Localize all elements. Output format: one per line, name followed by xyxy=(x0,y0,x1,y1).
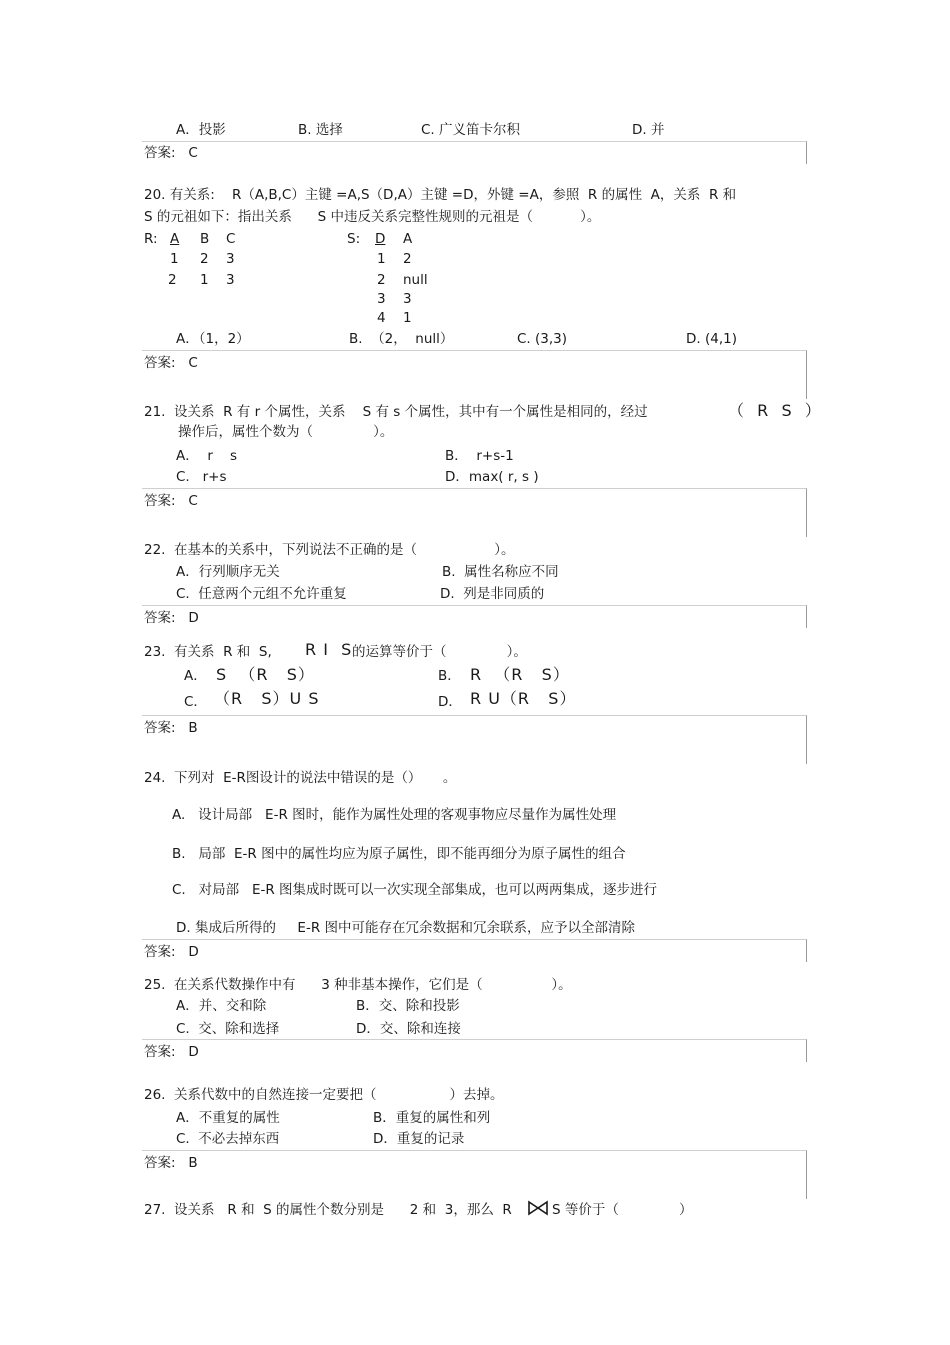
answer-box xyxy=(142,1039,807,1062)
relation-r-cell: 2 xyxy=(200,251,209,267)
answer-box xyxy=(142,605,807,628)
relational-operator: （ R S ） xyxy=(728,401,822,420)
answer-text: 答案: C xyxy=(144,355,198,371)
relation-r-cell: 3 xyxy=(226,272,235,288)
relation-s-cell: 3 xyxy=(403,291,412,307)
relation-s-cell: 4 xyxy=(377,310,386,326)
question-20-stem: 20. 有关系: R（A,B,C）主键 =A,S（D,A）主键 =D，外键 =A，参照 R 的属性 A，关系 R 和 xyxy=(144,187,737,203)
question-23-stem: 23. 有关系 R 和 S, xyxy=(144,644,272,660)
option-b: B．重复的属性和列 xyxy=(373,1110,491,1126)
question-24-stem: 24. 下列对 E-R图设计的说法中错误的是（） 。 xyxy=(144,770,457,786)
option-d: D．交、除和连接 xyxy=(356,1021,461,1037)
relation-r-header: B xyxy=(200,231,210,247)
question-23-stem-cont: 的运算等价于（ ）。 xyxy=(352,644,527,660)
option-d: D．重复的记录 xyxy=(373,1131,465,1147)
option-a-label: A． xyxy=(184,668,207,684)
question-26-stem: 26. 关系代数中的自然连接一定要把（ ）去掉。 xyxy=(144,1087,504,1103)
answer-box xyxy=(142,939,807,962)
question-21-stem: 21. 设关系 R 有 r 个属性，关系 S 有 s 个属性，其中有一个属性是相同的，经过 xyxy=(144,404,648,420)
option-b: B. （2， null） xyxy=(349,331,454,347)
relation-r-label: R: xyxy=(144,231,158,247)
question-21-stem-cont: 操作后，属性个数为（ ）。 xyxy=(178,424,394,440)
answer-text: 答案: C xyxy=(144,493,198,509)
answer-text: 答案: B xyxy=(144,720,198,736)
relation-s-header: D xyxy=(375,231,386,247)
answer-box xyxy=(142,1150,807,1199)
option-b: B. 局部 E-R 图中的属性均应为原子属性，即不能再细分为原子属性的组合 xyxy=(172,846,626,862)
answer-box xyxy=(142,488,807,537)
relation-s-cell: 1 xyxy=(377,251,386,267)
relation-r-cell: 1 xyxy=(200,272,209,288)
option-b: B. 选择 xyxy=(298,122,343,138)
option-c: C. 广义笛卡尔积 xyxy=(421,122,521,138)
answer-text: 答案: B xyxy=(144,1155,198,1171)
option-c: C. r+s xyxy=(176,469,227,485)
option-c: C. 不必去掉东西 xyxy=(176,1131,280,1147)
option-d: D．max( r, s ) xyxy=(445,469,539,485)
option-b: B. 属性名称应不同 xyxy=(442,564,559,580)
option-a: A．不重复的属性 xyxy=(176,1110,280,1126)
question-27-stem-cont: S 等价于（ ） xyxy=(552,1202,693,1218)
option-c: C. 对局部 E-R 图集成时既可以一次实现全部集成，也可以两两集成，逐步进行 xyxy=(172,882,658,898)
option-c-label: C． xyxy=(184,694,207,710)
question-27-stem: 27. 设关系 R 和 S 的属性个数分别是 2 和 3，那么 R xyxy=(144,1202,512,1218)
option-c: C. 交、除和选择 xyxy=(176,1021,280,1037)
option-b: B． r+s-1 xyxy=(445,448,514,464)
answer-text: 答案: D xyxy=(144,610,199,626)
option-d: R U（R S） xyxy=(470,689,577,708)
question-22-stem: 22. 在基本的关系中，下列说法不正确的是（ ）。 xyxy=(144,542,515,558)
option-d-label: D． xyxy=(438,694,462,710)
relational-expression: R I S xyxy=(305,640,353,659)
natural-join-icon xyxy=(527,1200,549,1216)
relation-r-cell: 2 xyxy=(168,272,177,288)
option-c: C. (3,3) xyxy=(517,331,568,347)
answer-text: 答案: D xyxy=(144,944,199,960)
answer-box xyxy=(142,715,807,764)
relation-s-cell: 3 xyxy=(377,291,386,307)
option-a: A．投影 xyxy=(176,122,226,138)
relation-r-cell: 1 xyxy=(170,251,179,267)
question-25-stem: 25. 在关系代数操作中有 3 种非基本操作，它们是（ ）。 xyxy=(144,977,572,993)
option-d: D. (4,1) xyxy=(686,331,737,347)
option-a: A．行列顺序无关 xyxy=(176,564,280,580)
option-a: A． r s xyxy=(176,448,238,464)
relation-r-cell: 3 xyxy=(226,251,235,267)
option-a: S （R S） xyxy=(216,665,315,684)
relation-s-cell: 2 xyxy=(377,272,386,288)
question-20-stem-cont: S 的元祖如下：指出关系 S 中违反关系完整性规则的元祖是（ ）。 xyxy=(144,209,601,225)
answer-text: 答案: D xyxy=(144,1044,199,1060)
option-b-label: B． xyxy=(438,668,461,684)
option-c: C. 任意两个元组不允许重复 xyxy=(176,586,347,602)
relation-r-header: C xyxy=(226,231,236,247)
relation-s-cell: 1 xyxy=(403,310,412,326)
option-d: D. 并 xyxy=(632,122,665,138)
option-b: R （R S） xyxy=(470,665,570,684)
option-d: D. 集成后所得的 E-R 图中可能存在冗余数据和冗余联系，应予以全部清除 xyxy=(176,920,636,936)
relation-s-header: A xyxy=(403,231,413,247)
option-c: （R S）U S xyxy=(214,689,320,708)
option-a: A．并、交和除 xyxy=(176,998,267,1014)
relation-s-cell: null xyxy=(403,272,428,288)
option-a: A．（1，2） xyxy=(176,331,250,347)
answer-text: 答案: C xyxy=(144,145,198,161)
answer-box xyxy=(142,350,807,399)
option-d: D. 列是非同质的 xyxy=(440,586,545,602)
option-b: B．交、除和投影 xyxy=(356,998,460,1014)
relation-s-label: S: xyxy=(347,231,361,247)
answer-box xyxy=(142,141,807,164)
option-a: A. 设计局部 E-R 图时，能作为属性处理的客观事物应尽量作为属性处理 xyxy=(172,807,617,823)
relation-s-cell: 2 xyxy=(403,251,412,267)
relation-r-header: A xyxy=(170,231,180,247)
